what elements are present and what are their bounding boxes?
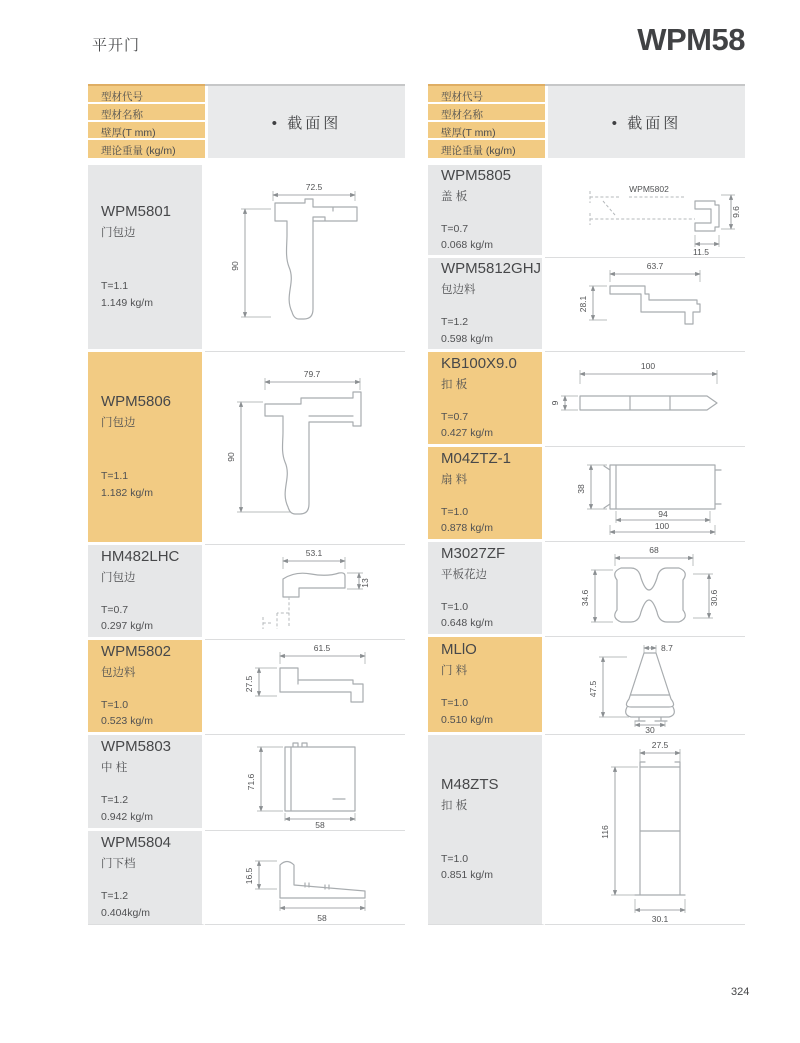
dim-label: 30.1 xyxy=(651,914,669,924)
profile-info-cell xyxy=(88,735,205,831)
profile-weight: 0.942 kg/m xyxy=(101,810,153,823)
profile-thickness: T=0.7 xyxy=(441,410,469,423)
cross-section-drawing xyxy=(545,165,745,257)
profile-weight: 0.851 kg/m xyxy=(441,869,493,881)
profile-code: WPM5812GHJ xyxy=(441,260,542,278)
cross-section-drawing xyxy=(205,165,405,351)
profile-info-cell xyxy=(88,545,205,640)
header-profile-code: 型材代号 xyxy=(88,86,205,104)
profile-weight: 1.182 kg/m xyxy=(101,486,153,499)
table-row xyxy=(428,447,745,542)
cross-section-drawing xyxy=(545,258,745,351)
cross-section-drawing xyxy=(205,831,405,924)
profile-thickness: T=1.0 xyxy=(441,852,469,865)
profile-weight: 0.404kg/m xyxy=(101,906,151,919)
dim-label: 100 xyxy=(654,521,670,531)
profile-thickness: T=1.2 xyxy=(101,794,129,807)
dim-label: 72.5 xyxy=(305,182,323,192)
table-row xyxy=(88,545,405,640)
profile-name: 包边料 xyxy=(441,284,476,297)
table-row xyxy=(428,542,745,637)
table-row xyxy=(428,637,745,735)
profile-table-left xyxy=(88,84,405,925)
table-row xyxy=(428,352,745,447)
dim-label: 9 xyxy=(550,400,560,406)
profile-code: M48ZTS xyxy=(441,775,499,793)
cross-section-drawing xyxy=(545,352,745,446)
page-title: WPM58 xyxy=(637,22,745,57)
section-diagram xyxy=(545,165,745,258)
dim-label: 27.5 xyxy=(651,740,669,750)
section-diagram xyxy=(545,447,745,542)
section-diagram xyxy=(545,735,745,925)
dim-label: 58 xyxy=(315,820,325,830)
profile-weight: 0.523 kg/m xyxy=(101,715,153,727)
section-diagram xyxy=(205,831,405,925)
header-profile-name: 型材名称 xyxy=(88,104,205,122)
profile-thickness: T=1.0 xyxy=(441,697,469,710)
header-section-diagram: • 截面图 xyxy=(205,86,405,158)
profile-name: 包边料 xyxy=(101,666,136,679)
profile-weight: 0.648 kg/m xyxy=(441,617,493,629)
header-section-diagram: • 截面图 xyxy=(545,86,745,158)
profile-thickness: T=0.7 xyxy=(101,603,129,616)
cross-section-drawing xyxy=(545,637,745,734)
profile-code: WPM5805 xyxy=(441,166,512,184)
profile-name: 中 柱 xyxy=(101,762,128,775)
dim-label: 79.7 xyxy=(303,369,321,379)
table-row xyxy=(428,165,745,258)
profile-info-cell xyxy=(88,831,205,925)
profile-name: 门包边 xyxy=(101,227,136,240)
dim-label: 38 xyxy=(576,484,586,494)
dim-label: 47.5 xyxy=(588,680,598,698)
profile-thickness: T=1.0 xyxy=(101,698,129,711)
section-diagram xyxy=(545,542,745,637)
page-heading: 平开门 xyxy=(92,37,141,54)
cross-section-drawing xyxy=(205,545,405,639)
table-row xyxy=(88,735,405,831)
profile-weight: 0.427 kg/m xyxy=(441,427,493,439)
profile-weight: 0.068 kg/m xyxy=(441,239,493,251)
profile-info-cell xyxy=(88,640,205,735)
profile-code: WPM5806 xyxy=(101,393,172,411)
dim-label: 53.1 xyxy=(305,548,323,558)
profile-weight: 0.510 kg/m xyxy=(441,713,493,726)
profile-thickness: T=1.1 xyxy=(101,470,129,483)
dim-label: 116 xyxy=(600,825,610,839)
section-diagram xyxy=(205,545,405,640)
profile-thickness: T=1.2 xyxy=(101,890,129,903)
profile-info-cell xyxy=(428,165,545,258)
cross-section-drawing xyxy=(545,542,745,636)
section-diagram xyxy=(205,735,405,831)
dim-label: 90 xyxy=(230,261,240,271)
section-diagram xyxy=(545,258,745,352)
dim-label: 68 xyxy=(649,545,659,555)
dim-label: 71.6 xyxy=(246,773,256,791)
profile-weight: 1.149 kg/m xyxy=(101,296,153,309)
dim-label: 30 xyxy=(645,725,655,734)
profile-code: M04ZTZ-1 xyxy=(441,449,512,467)
dim-label: 61.5 xyxy=(313,643,331,653)
profile-info-cell xyxy=(428,637,545,735)
header-profile-name: 型材名称 xyxy=(428,104,545,122)
profile-code: MLlO xyxy=(441,641,477,659)
profile-thickness: T=1.2 xyxy=(441,316,469,329)
header-wall-thickness: 壁厚(T mm) xyxy=(428,122,545,140)
dim-label: 9.6 xyxy=(731,206,741,218)
dim-label: 30.6 xyxy=(709,589,719,607)
dim-label: 28.1 xyxy=(578,295,588,313)
profile-name: 门下档 xyxy=(101,858,136,871)
section-diagram xyxy=(545,637,745,735)
cross-section-drawing xyxy=(545,447,745,541)
profile-weight: 0.297 kg/m xyxy=(101,620,153,632)
header-wall-thickness: 壁厚(T mm) xyxy=(88,122,205,140)
dim-label: 58 xyxy=(317,913,327,923)
profile-name: 盖 板 xyxy=(441,190,468,203)
ref-profile-label: WPM5802 xyxy=(629,184,669,194)
profile-code: WPM5803 xyxy=(101,738,172,756)
dim-label: 8.7 xyxy=(661,643,673,653)
profile-weight: 0.878 kg/m xyxy=(441,522,493,534)
profile-code: M3027ZF xyxy=(441,544,506,562)
table-row xyxy=(88,640,405,735)
dim-label: 100 xyxy=(640,361,656,371)
profile-name: 扣 板 xyxy=(441,378,468,391)
profile-info-cell xyxy=(428,542,545,637)
table-row xyxy=(428,735,745,925)
cross-section-drawing xyxy=(205,352,405,544)
header-unit-weight: 理论重量 (kg/m) xyxy=(428,140,545,158)
profile-table-right xyxy=(428,84,745,925)
profile-info-cell xyxy=(88,352,205,545)
dim-label: 90 xyxy=(226,452,236,462)
table-row xyxy=(88,831,405,925)
cross-section-drawing xyxy=(205,640,405,734)
table-row xyxy=(428,258,745,352)
dim-label: 13 xyxy=(360,578,370,588)
profile-thickness: T=0.7 xyxy=(441,222,469,235)
dim-label: 94 xyxy=(658,509,668,519)
profile-thickness: T=1.0 xyxy=(441,505,469,518)
profile-name: 门包边 xyxy=(101,571,136,584)
profile-code: WPM5801 xyxy=(101,203,172,221)
table-header xyxy=(88,86,405,158)
dim-label: 16.5 xyxy=(244,867,254,885)
profile-name: 门包边 xyxy=(101,417,136,430)
profile-info-cell xyxy=(88,165,205,352)
cross-section-drawing xyxy=(545,735,745,924)
table-row xyxy=(88,165,405,352)
profile-thickness: T=1.0 xyxy=(441,600,469,613)
profile-code: WPM5802 xyxy=(101,642,172,660)
profile-info-cell xyxy=(428,735,545,925)
profile-name: 扇 料 xyxy=(441,473,468,486)
profile-info-cell xyxy=(428,258,545,352)
profile-name: 平板花边 xyxy=(441,568,487,581)
profile-info-cell xyxy=(428,352,545,447)
profile-code: WPM5804 xyxy=(101,834,172,852)
table-header xyxy=(428,86,745,158)
profile-name: 扣 板 xyxy=(441,799,468,812)
dim-label: 11.5 xyxy=(693,247,709,257)
section-diagram xyxy=(205,640,405,735)
profile-name: 门 料 xyxy=(441,665,468,678)
dim-label: 34.6 xyxy=(580,589,590,607)
page-number: 324 xyxy=(731,986,750,998)
header-unit-weight: 理论重量 (kg/m) xyxy=(88,140,205,158)
profile-thickness: T=1.1 xyxy=(101,280,129,293)
section-diagram xyxy=(205,165,405,352)
dim-label: 27.5 xyxy=(244,675,254,693)
table-row xyxy=(88,352,405,545)
cross-section-drawing xyxy=(205,735,405,830)
profile-weight: 0.598 kg/m xyxy=(441,332,493,345)
profile-code: KB100X9.0 xyxy=(441,354,517,372)
header-profile-code: 型材代号 xyxy=(428,86,545,104)
profile-code: HM482LHC xyxy=(101,547,180,565)
section-diagram xyxy=(545,352,745,447)
dim-label: 63.7 xyxy=(646,261,664,271)
section-diagram xyxy=(205,352,405,545)
profile-info-cell xyxy=(428,447,545,542)
